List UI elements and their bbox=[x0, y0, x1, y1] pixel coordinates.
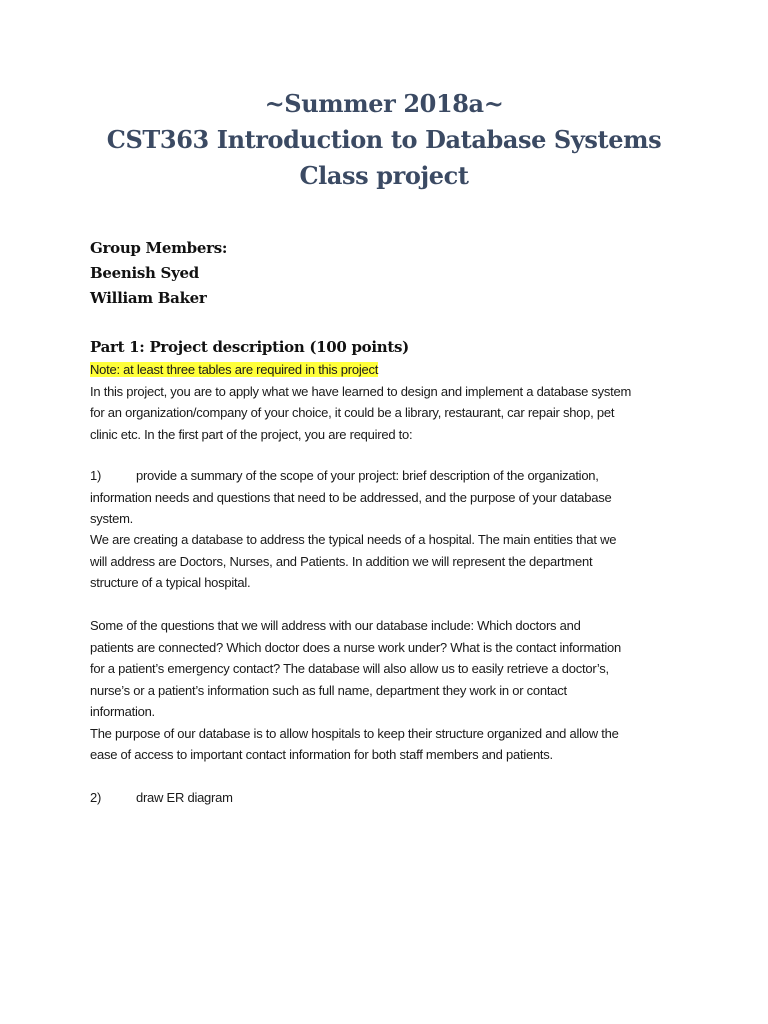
questions-line: for a patient’s emergency contact? The database will also allow us to easily retrieve a doctor’s, bbox=[90, 661, 609, 676]
answer-paragraph bbox=[90, 529, 690, 594]
answer-line: will address are Doctors, Nurses, and Patients. In addition we will represent the department bbox=[90, 553, 593, 569]
group-members-section bbox=[90, 236, 227, 311]
group-member: Beenish Syed bbox=[90, 264, 199, 282]
list-item-1 bbox=[90, 465, 611, 530]
purpose-line: ease of access to important contact information for both staff members and patients. bbox=[90, 747, 553, 762]
list-item-2 bbox=[90, 787, 233, 809]
part1-heading: Part 1: Project description (100 points) bbox=[90, 338, 409, 356]
title-project: Class project bbox=[299, 161, 469, 190]
title-course: CST363 Introduction to Database Systems bbox=[106, 125, 662, 154]
list-number: 2) bbox=[90, 790, 102, 805]
purpose-line: The purpose of our database is to allow hospitals to keep their structure organized and allow the bbox=[90, 725, 619, 741]
list-item-text: system. bbox=[90, 511, 134, 526]
list-item-text: provide a summary of the scope of your project: brief description of the organization, bbox=[136, 468, 599, 483]
intro-line: clinic etc. In the first part of the project, you are required to: bbox=[90, 426, 413, 442]
intro-line: for an organization/company of your choice, it could be a library, restaurant, car repair shop, pet bbox=[90, 405, 615, 420]
intro-line: In this project, you are to apply what we have learned to design and implement a database system bbox=[90, 383, 632, 399]
questions-line: nurse’s or a patient’s information such as full name, department they work in or contact bbox=[90, 682, 567, 698]
group-member: William Baker bbox=[90, 289, 207, 307]
document-title bbox=[0, 86, 768, 194]
highlighted-note: Note: at least three tables are required in this project bbox=[90, 362, 379, 377]
questions-line: patients are connected? Which doctor does a nurse work under? What is the contact information bbox=[90, 639, 621, 655]
list-number: 1) bbox=[90, 468, 102, 483]
questions-line: Some of the questions that we will address with our database include: Which doctors and bbox=[90, 618, 581, 633]
list-item-text: draw ER diagram bbox=[136, 790, 233, 805]
list-item-text: information needs and questions that need to be addressed, and the purpose of your database bbox=[90, 489, 612, 505]
answer-line: structure of a typical hospital. bbox=[90, 575, 251, 590]
questions-paragraph bbox=[90, 615, 690, 766]
questions-line: information. bbox=[90, 704, 155, 719]
part1-intro bbox=[90, 359, 690, 445]
answer-line: We are creating a database to address the typical needs of a hospital. The main entities that we bbox=[90, 532, 617, 547]
group-members-heading: Group Members: bbox=[90, 239, 228, 257]
title-term: ~Summer 2018a~ bbox=[264, 89, 504, 118]
